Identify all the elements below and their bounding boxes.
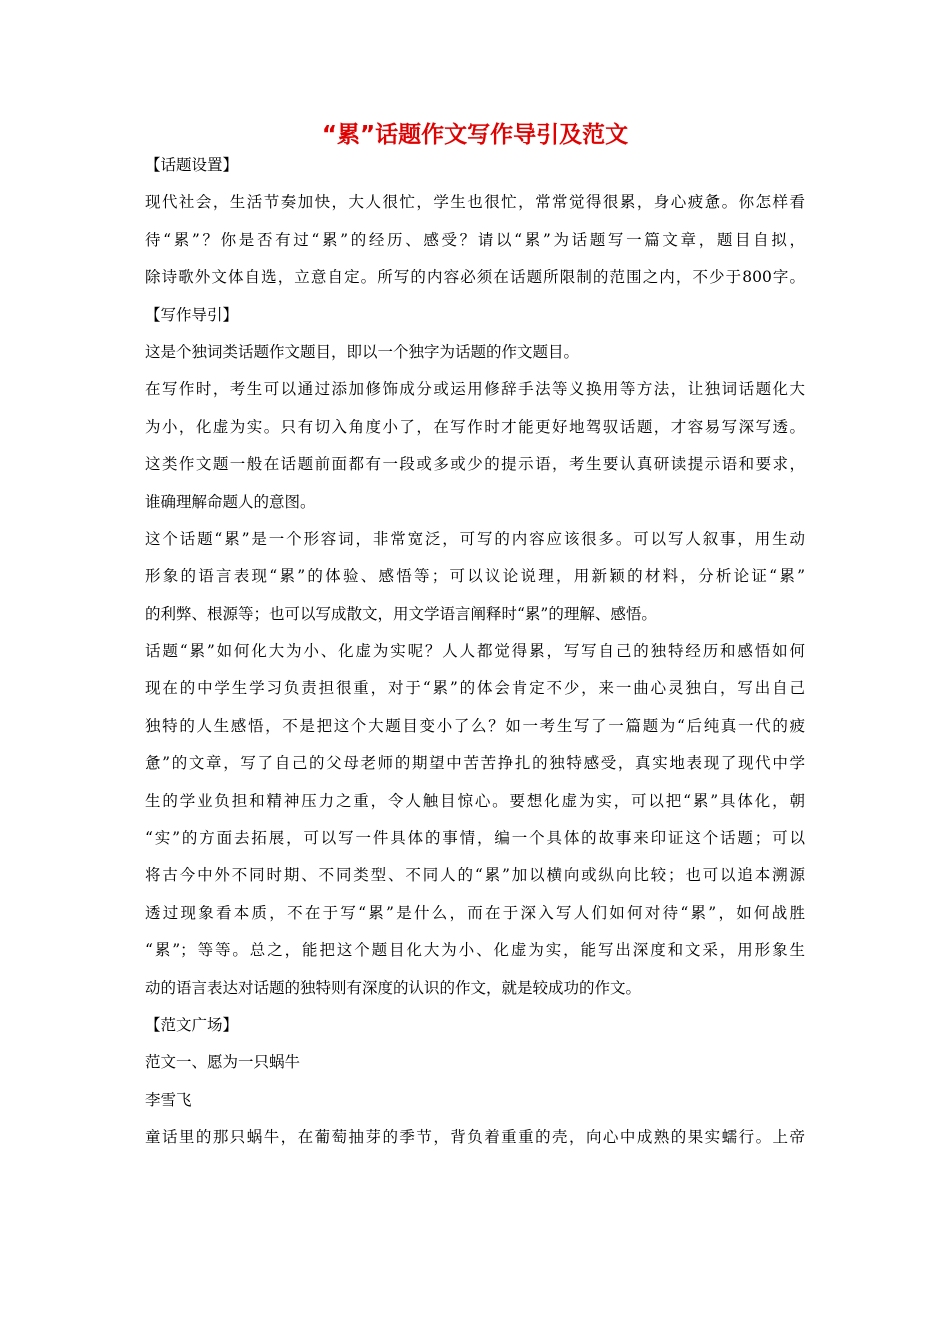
text-line: “累”；等等。总之，能把这个题目化大为小、化虚为实，能写出深度和文采，用形象生 bbox=[145, 941, 805, 960]
essay-title: 范文一、愿为一只蜗牛 bbox=[145, 1053, 301, 1072]
text-line: “实”的方面去拓展，可以写一件具体的事情，编一个具体的故事来印证这个话题；可以 bbox=[145, 829, 805, 848]
text-line: 生的学业负担和精神压力之重，令人触目惊心。要想化虚为实，可以把“累”具体化，朝 bbox=[145, 791, 805, 810]
text-line: 形象的语言表现“累”的体验、感悟等；可以议论说理，用新颖的材料，分析论证“累” bbox=[145, 567, 805, 586]
text-line: 将古今中外不同时期、不同类型、不同人的“累”加以横向或纵向比较；也可以追本溯源 bbox=[145, 866, 805, 885]
text-line: 现代社会，生活节奏加快，大人很忙，学生也很忙，常常觉得很累，身心疲惫。你怎样看 bbox=[145, 193, 805, 212]
text-line: 待“累”？你是否有过“累”的经历、感受？请以“累”为话题写一篇文章，题目自拟， bbox=[145, 230, 805, 249]
text-line: 在写作时，考生可以通过添加修饰成分或运用修辞手法等义换用等方法，让独词话题化大 bbox=[145, 380, 805, 399]
section-heading-topic: 【话题设置】 bbox=[145, 156, 239, 174]
text-line: 现在的中学生学习负责担很重，对于“累”的体会肯定不少，来一曲心灵独白，写出自己 bbox=[145, 679, 805, 698]
essay-author: 李雪飞 bbox=[145, 1090, 192, 1109]
section-heading-guide: 【写作导引】 bbox=[145, 305, 239, 324]
guide-paragraph-1: 这是个独词类话题作文题目，即以一个独字为话题的作文题目。 bbox=[145, 342, 580, 361]
text-line: 这类作文题一般在话题前面都有一段或多或少的提示语，考生要认真研读提示语和要求， bbox=[145, 455, 805, 474]
section-heading-essay: 【范文广场】 bbox=[145, 1015, 239, 1034]
text-line: 动的语言表达对话题的独特则有深度的认识的作文，就是较成功的作文。 bbox=[145, 978, 642, 997]
topic-paragraph bbox=[145, 184, 805, 296]
text-line: 话题“累”如何化大为小、化虚为实呢？人人都觉得累，写写自己的独特经历和感悟如何 bbox=[145, 642, 805, 661]
text-line: 为小，化虚为实。只有切入角度小了，在写作时才能更好地驾驭话题，才容易写深写透。 bbox=[145, 417, 805, 436]
text-line: 独特的人生感悟，不是把这个大题目变小了么？如一考生写了一篇题为“后纯真一代的疲 bbox=[145, 716, 805, 735]
text-line: 透过现象看本质，不在于写“累”是什么，而在于深入写人们如何对待“累”，如何战胜 bbox=[145, 903, 805, 922]
guide-paragraph-2 bbox=[145, 371, 805, 521]
guide-paragraph-4 bbox=[145, 633, 805, 1007]
text-line: 除诗歌外文体自选，立意自定。所写的内容必须在话题所限制的范围之内，不少于800字。 bbox=[145, 268, 805, 287]
text-line: 这个话题“累”是一个形容词，非常宽泛，可写的内容应该很多。可以写人叙事，用生动 bbox=[145, 529, 805, 548]
guide-paragraph-3 bbox=[145, 521, 805, 633]
text-line: 的利弊、根源等；也可以写成散文，用文学语言阐释时“累”的理解、感悟。 bbox=[145, 604, 657, 623]
essay-first-line: 童话里的那只蜗牛，在葡萄抽芽的季节，背负着重重的壳，向心中成熟的果实蠕行。上帝 bbox=[145, 1128, 805, 1147]
document-body bbox=[145, 147, 805, 1157]
text-line: 惫”的文章，写了自己的父母老师的期望中苦苦挣扎的独特感受，真实地表现了现代中学 bbox=[145, 754, 805, 773]
document-title: “累”话题作文写作导引及范文 bbox=[321, 122, 629, 148]
text-line: 谁确理解命题人的意图。 bbox=[145, 492, 316, 511]
